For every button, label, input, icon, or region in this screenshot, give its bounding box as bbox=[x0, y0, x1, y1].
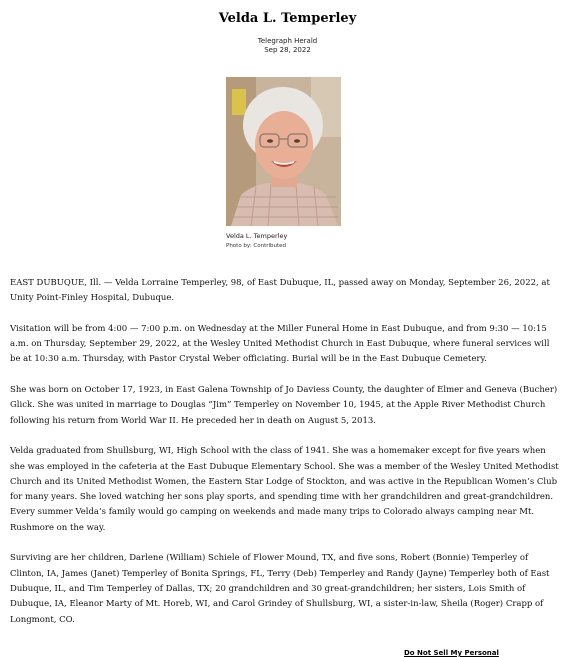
publish-date: Sep 28, 2022 bbox=[264, 46, 311, 54]
obituary-title: Velda L. Temperley bbox=[218, 11, 357, 26]
photo-credit: Photo by: Contributed bbox=[226, 243, 287, 249]
body-paragraph: Surviving are her children, Darlene (William) Schiele of Flower Mound, TX, and five sons, Robert (Bonnie) Temperley of Clinton, IA, James (Janet) Temperley of Bonita Springs, FL, Terry (Deb) Temperley and Randy (Jayne) Temperley both of East Dubuque, IL, and Tim Temperley of Dallas, TX; 20 grandchildren and 30 great-grandchildren; her sisters, Lois Smith of Dubuque, IA, Eleanor Marty of Mt. Horeb, WI, and Carol Grindey of Shullsburg, WI, a sister-in-law, Sheila (Roger) Crapp of Longmont, CO. bbox=[10, 553, 550, 625]
portrait-photo bbox=[226, 77, 341, 226]
body-paragraph: Visitation will be from 4:00 — 7:00 p.m. on Wednesday at the Miller Funeral Home in East Dubuque, and from 9:30 — 10:15 a.m. on Thursday, September 29, 2022, at the Wesley United Methodist Church in East Dubuque, where funeral services will be at 10:30 a.m. Thursday, with Pastor Crystal Weber officiating. Burial will be in the East Dubuque Cemetery. bbox=[10, 323, 550, 365]
body-paragraph: EAST DUBUQUE, Ill. — Velda Lorraine Temperley, 98, of East Dubuque, IL, passed away on Monday, September 26, 2022, at Unity Point-Finley Hospital, Dubuque. bbox=[10, 278, 550, 304]
obituary-body bbox=[10, 276, 562, 643]
body-paragraph: She was born on October 17, 1923, in East Galena Township of Jo Daviess County, the daughter of Elmer and Geneva (Bucher) Glick. She was united in marriage to Douglas “Jim” Temperley on November 10, 1945, at the Apple River Methodist Church following his return from World War II. He preceded her in death on August 5, 2013. bbox=[10, 385, 558, 426]
photo-caption: Velda L. Temperley bbox=[226, 232, 288, 240]
body-paragraph: Velda graduated from Shullsburg, WI, High School with the class of 1941. She was a homemaker except for five years when she was employed in the cafeteria at the East Dubuque Elementary School. She was a member of the Wesley United Methodist Church and its United Methodist Women, the Eastern Star Lodge of Stockton, and was active in the Republican Women’s Club for many years. She loved watching her sons play sports, and spending time with her grandchildren and great-grandchildren. Every summer Velda’s family would go camping on weekends and made many trips to Colorado always camping near Mt. Rushmore on the way. bbox=[10, 446, 559, 533]
do-not-sell-link[interactable]: Do Not Sell My Personal bbox=[404, 649, 499, 657]
publication-name: Telegraph Herald bbox=[257, 37, 318, 45]
